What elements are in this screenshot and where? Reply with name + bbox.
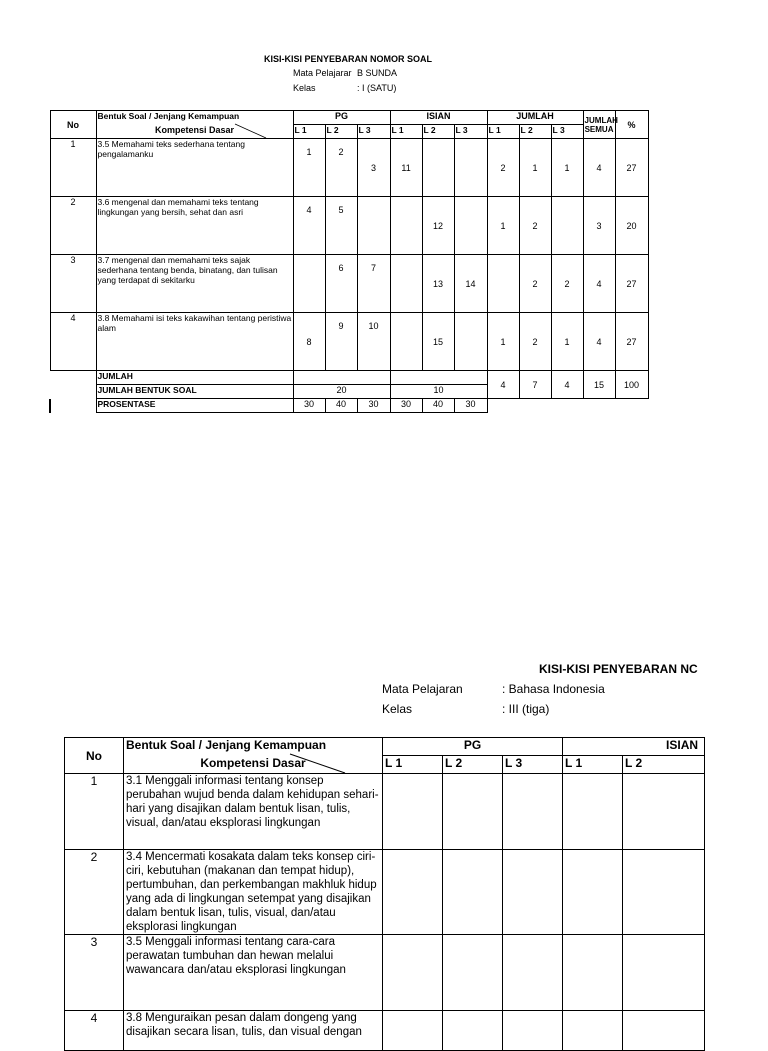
cell: 14 xyxy=(454,255,487,313)
cell: 1 xyxy=(293,139,325,197)
header-level: L 1 xyxy=(563,756,623,774)
header-kd: Kompetensi Dasar xyxy=(96,125,293,139)
footer-prosentase-cell: 30 xyxy=(390,399,422,413)
row-kd: 3.8 Menguraikan pesan dalam dongeng yang disajikan secara lisan, tulis, dan visual dengan xyxy=(124,1011,383,1051)
row-no: 2 xyxy=(50,197,96,255)
header-level: L 2 xyxy=(422,125,454,139)
header-bentuk: Bentuk Soal / Jenjang Kemampuan xyxy=(96,111,293,125)
footer-jumlah-label: JUMLAH xyxy=(96,371,293,385)
cell: 15 xyxy=(422,313,454,371)
footer-cell: 4 xyxy=(487,371,519,399)
header-level: L 2 xyxy=(443,756,503,774)
table-row xyxy=(65,1011,705,1051)
row-kd: 3.5 Memahami teks sederhana tentang pengalamanku xyxy=(96,139,293,197)
footer-jumlah-bentuk-label: JUMLAH BENTUK SOAL xyxy=(96,385,293,399)
cell: 3 xyxy=(357,139,390,197)
header-pg: PG xyxy=(383,738,563,756)
row-no: 1 xyxy=(65,774,124,850)
cell: 10 xyxy=(357,313,390,371)
doc2-kelas-value: : III (tiga) xyxy=(502,702,550,716)
header-kd: Kompetensi Dasar xyxy=(124,756,383,774)
doc1-kelas-label: Kelas xyxy=(293,83,316,93)
header-persen: % xyxy=(615,111,648,139)
header-isian: ISIAN xyxy=(390,111,487,125)
footer-cell: 100 xyxy=(615,371,648,399)
header-jumlah-semua: JUMLAH SEMUA xyxy=(583,111,615,139)
cell: 1 xyxy=(551,313,583,371)
cell: 2 xyxy=(325,139,357,197)
cell: 2 xyxy=(519,313,551,371)
footer-cell: 7 xyxy=(519,371,551,399)
footer-prosentase-cell: 30 xyxy=(357,399,390,413)
header-isian: ISIAN xyxy=(563,738,705,756)
header-level: L 3 xyxy=(454,125,487,139)
footer-isian-total: 10 xyxy=(390,385,487,399)
cell: 1 xyxy=(487,197,519,255)
row-kd: 3.6 mengenal dan memahami teks tentang lingkungan yang bersih, sehat dan asri xyxy=(96,197,293,255)
header-level: L 2 xyxy=(623,756,705,774)
cell: 4 xyxy=(583,255,615,313)
row-kd: 3.4 Mencermati kosakata dalam teks konsep ciri-ciri, kebutuhan (makanan dan tempat hidup), pertumbuhan, dan perkembangan makhluk hidup yang ada di lingkungan setempat yang disajikan dalam bentuk lisan, tulis, visual, dan/atau eksplorasi lingkungan xyxy=(124,850,383,935)
header-level: L 2 xyxy=(519,125,551,139)
cell: 1 xyxy=(519,139,551,197)
row-kd: 3.5 Menggali informasi tentang cara-cara perawatan tumbuhan dan hewan melalui wawancara dan/atau eksplorasi lingkungan xyxy=(124,935,383,1011)
cell: 4 xyxy=(293,197,325,255)
row-no: 4 xyxy=(50,313,96,371)
header-level: L 3 xyxy=(503,756,563,774)
header-no: No xyxy=(50,111,96,139)
footer-prosentase-cell: 40 xyxy=(422,399,454,413)
footer-prosentase-cell: 30 xyxy=(293,399,325,413)
row-kd: 3.8 Memahami isi teks kakawihan tentang peristiwa alam xyxy=(96,313,293,371)
footer-pg-total: 20 xyxy=(293,385,390,399)
cell: 2 xyxy=(519,197,551,255)
footer-prosentase-cell: 40 xyxy=(325,399,357,413)
cell: 2 xyxy=(487,139,519,197)
cell: 27 xyxy=(615,313,648,371)
footer-cell: 4 xyxy=(551,371,583,399)
cell: 7 xyxy=(357,255,390,313)
cell: 1 xyxy=(487,313,519,371)
cell: 3 xyxy=(583,197,615,255)
header-level: L 1 xyxy=(487,125,519,139)
table-row xyxy=(65,935,705,1011)
cell: 2 xyxy=(519,255,551,313)
table-row xyxy=(65,850,705,935)
row-no: 2 xyxy=(65,850,124,935)
header-no: No xyxy=(65,738,124,774)
cell: 6 xyxy=(325,255,357,313)
header-jumlah: JUMLAH xyxy=(487,111,583,125)
cell: 27 xyxy=(615,139,648,197)
row-no: 3 xyxy=(50,255,96,313)
row-kd: 3.1 Menggali informasi tentang konsep perubahan wujud benda dalam kehidupan sehari-hari yang disajikan dalam bentuk lisan, tulis, visual, dan/atau eksplorasi lingkungan xyxy=(124,774,383,850)
cell: 12 xyxy=(422,197,454,255)
doc2-mapel-value: : Bahasa Indonesia xyxy=(502,682,605,696)
header-diagonal-line xyxy=(0,700,768,800)
doc1-title: KISI-KISI PENYEBARAN NOMOR SOAL xyxy=(263,54,432,64)
row-no: 3 xyxy=(65,935,124,1011)
cell: 27 xyxy=(615,255,648,313)
header-level: L 3 xyxy=(357,125,390,139)
header-level: L 3 xyxy=(551,125,583,139)
cell: 2 xyxy=(551,255,583,313)
doc1-mapel-label: Mata Pelajarar xyxy=(293,68,352,78)
doc2-mapel-label: Mata Pelajaran xyxy=(382,682,463,696)
row-no: 4 xyxy=(65,1011,124,1051)
cell: 20 xyxy=(615,197,648,255)
cell: 4 xyxy=(583,313,615,371)
doc2-kelas-label: Kelas xyxy=(382,702,413,716)
header-bentuk: Bentuk Soal / Jenjang Kemampuan xyxy=(124,738,383,756)
cell: 9 xyxy=(325,313,357,371)
header-pg: PG xyxy=(293,111,390,125)
cell: 4 xyxy=(583,139,615,197)
cell: 1 xyxy=(551,139,583,197)
row-no: 1 xyxy=(50,139,96,197)
footer-prosentase-label: PROSENTASE xyxy=(96,399,293,413)
header-level: L 1 xyxy=(293,125,325,139)
footer-prosentase-cell: 30 xyxy=(454,399,487,413)
doc1-mapel-value: B SUNDA xyxy=(357,68,398,78)
footer-cell: 15 xyxy=(583,371,615,399)
doc1-kelas-value: : I (SATU) xyxy=(357,83,397,93)
header-level: L 2 xyxy=(325,125,357,139)
cell: 8 xyxy=(293,313,325,371)
cell: 11 xyxy=(390,139,422,197)
doc2-title: KISI-KISI PENYEBARAN NC xyxy=(539,662,698,676)
row-kd: 3.7 mengenal dan memahami teks sajak sederhana tentang benda, binatang, dan tulisan yang terdapat di sekitarku xyxy=(96,255,293,313)
cell: 13 xyxy=(422,255,454,313)
header-level: L 1 xyxy=(383,756,443,774)
header-level: L 1 xyxy=(390,125,422,139)
cell: 5 xyxy=(325,197,357,255)
